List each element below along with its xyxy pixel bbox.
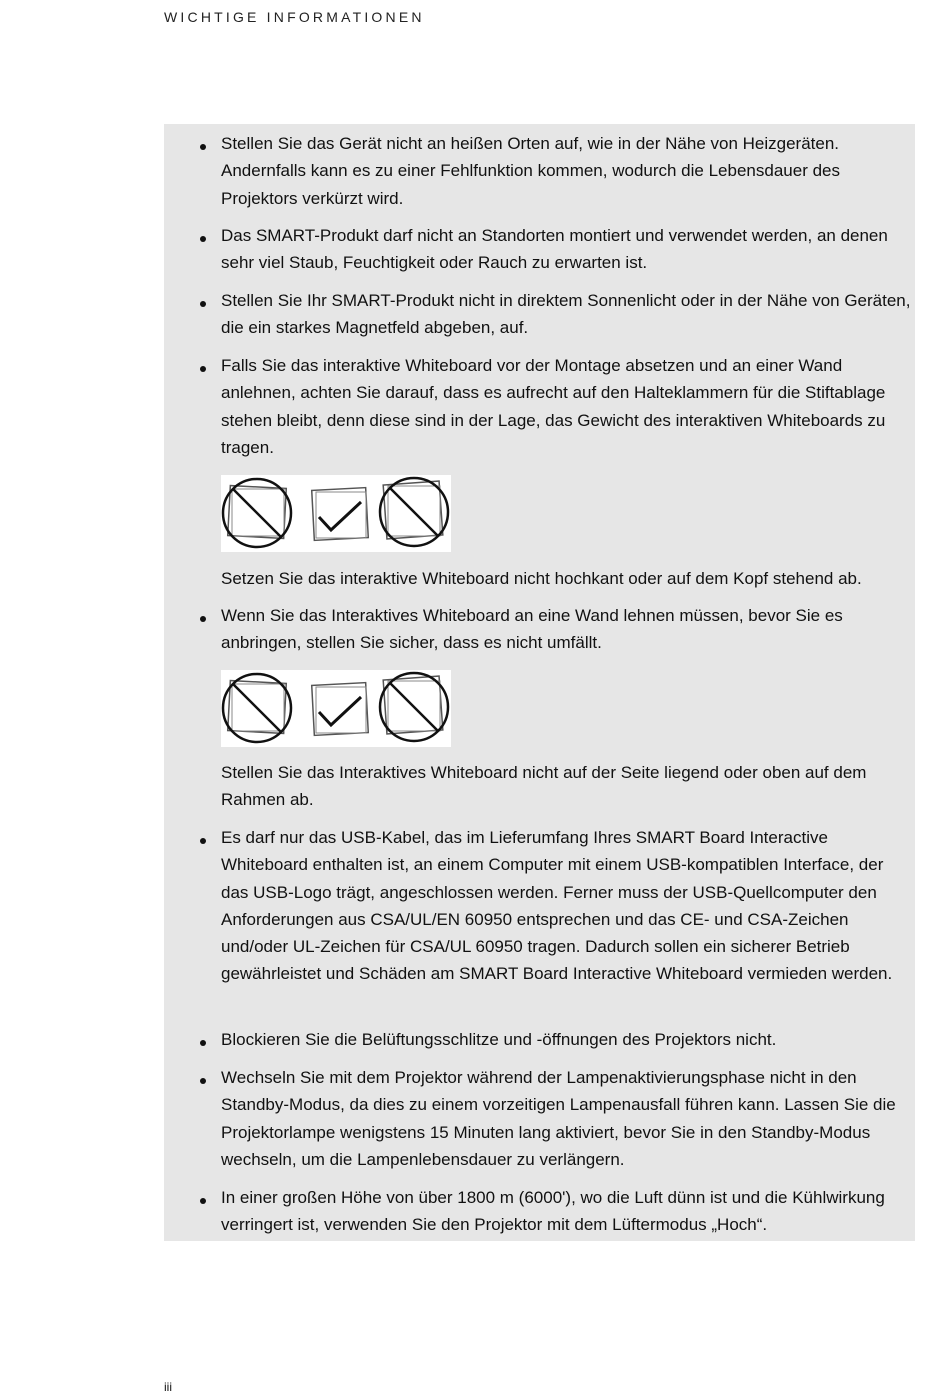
list-item: Es darf nur das USB-Kabel, das im Lieferumfang Ihres SMART Board Interactive Whiteboard enthalten ist, an einem Computer mit einem USB-kompatiblen Interface, der das USB-Logo trägt, angeschlossen werden. Ferner muss der USB-Quellcomputer den Anforderungen aus CSA/UL/EN 60950 entsprechen und das CE- und CSA-Zeichen und/oder UL-Zeichen für CSA/UL 60950 tragen. Dadurch sollen ein sicherer Betrieb gewährleistet und Schäden am SMART Board Interactive Whiteboard vermieden werden. <box>221 828 893 984</box>
page-number: iii <box>164 1380 172 1394</box>
prohibited-icon <box>223 479 291 547</box>
bullet <box>200 301 206 307</box>
bullet <box>200 616 206 622</box>
prohibited-icon <box>380 478 448 546</box>
bullet <box>200 1198 206 1204</box>
list-item: Stellen Sie das Gerät nicht an heißen Orten auf, wie in der Nähe von Heizgeräten. Andernfalls kann es zu einer Fehlfunktion kommen, wodurch die Lebensdauer des Projektors verkürzt wird. <box>221 134 840 208</box>
bullet <box>200 838 206 844</box>
list-item: Falls Sie das interaktive Whiteboard vor der Montage absetzen und an einer Wand anlehnen, achten Sie darauf, dass es aufrecht auf den Halteklammern für die Stiftablage stehen bleibt, denn diese sind in der Lage, das Gewicht des interaktiven Whiteboards zu tragen. <box>221 356 886 457</box>
prohibited-icon <box>223 674 291 742</box>
list-item: Wechseln Sie mit dem Projektor während der Lampenaktivierungsphase nicht in den Standby-Modus, da dies zu einem vorzeitigen Lampenausfall führen kann. Lassen Sie die Projektorlampe wenigstens 15 Minuten lang aktiviert, bevor Sie in den Standby-Modus wechseln, um die Lampenlebensdauer zu verlängern. <box>221 1068 896 1169</box>
list-item: In einer großen Höhe von über 1800 m (6000'), wo die Luft dünn ist und die Kühlwirkung verringert ist, verwenden Sie den Projektor mit dem Lüftermodus „Hoch“. <box>221 1188 885 1235</box>
bullet <box>200 1040 206 1046</box>
whiteboard-placement-figure <box>221 670 451 747</box>
list-item: Blockieren Sie die Belüftungsschlitze und -öffnungen des Projektors nicht. <box>221 1030 777 1049</box>
figure-caption: Setzen Sie das interaktive Whiteboard nicht hochkant oder auf dem Kopf stehend ab. <box>221 569 862 588</box>
bullet <box>200 1078 206 1084</box>
bullet <box>200 236 206 242</box>
list-item: Das SMART-Produkt darf nicht an Standorten montiert und verwendet werden, an denen sehr viel Staub, Feuchtigkeit oder Rauch zu erwarten ist. <box>221 226 888 273</box>
checkmark-icon <box>312 488 369 541</box>
safety-info-box <box>164 124 915 1241</box>
bullet <box>200 366 206 372</box>
page-header: WICHTIGE INFORMATIONEN <box>164 9 425 25</box>
prohibited-icon <box>380 673 448 741</box>
figure-caption: Stellen Sie das Interaktives Whiteboard nicht auf der Seite liegend oder oben auf dem Rahmen ab. <box>221 763 867 810</box>
list-item: Stellen Sie Ihr SMART-Produkt nicht in direktem Sonnenlicht oder in der Nähe von Geräten, die ein starkes Magnetfeld abgeben, auf. <box>221 291 911 338</box>
bullet <box>200 144 206 150</box>
whiteboard-placement-figure <box>221 475 451 552</box>
checkmark-icon <box>312 683 369 736</box>
list-item: Wenn Sie das Interaktives Whiteboard an eine Wand lehnen müssen, bevor Sie es anbringen, stellen Sie sicher, dass es nicht umfällt. <box>221 606 843 653</box>
